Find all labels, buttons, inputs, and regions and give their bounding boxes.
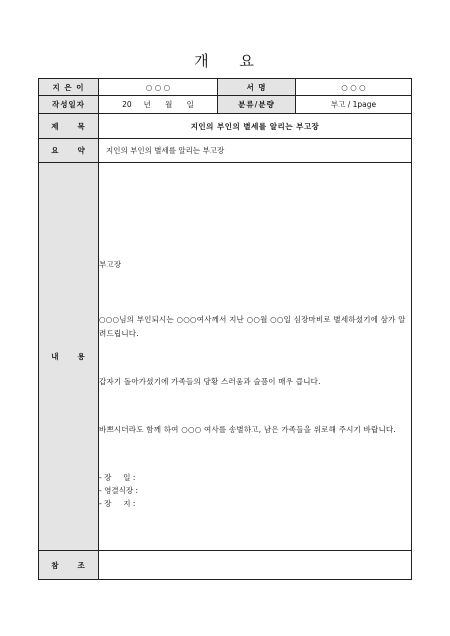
funeral-details [99,471,411,510]
overview-form-table [38,78,412,580]
signature-label: 서 명 [218,79,296,96]
document-title: 개 요 [194,52,256,70]
grief-paragraph: 갑자기 돌아가셨기에 가족들의 당황 스러움과 슬픔이 매우 큽니다. [99,377,321,386]
reference-row [39,551,412,580]
announcement-paragraph: ○○○님의 부인되시는 ○○○여사께서 지난 ○○월 ○○일 심장마비로 별세하셨기에 삼가 알려드립니다. [99,315,406,338]
category-value[interactable]: 부고 / 1page [296,96,412,114]
content-body[interactable] [99,163,412,551]
subject-row [39,114,412,139]
funeral-hall-line: - 영결식장 : [99,486,138,495]
reference-label: 참 조 [39,551,99,580]
burial-site-line: - 장 지 : [99,499,136,508]
obituary-heading: 부고장 [99,260,122,269]
subject-label: 제 목 [39,114,99,139]
reference-value[interactable] [99,551,412,580]
content-label: 내 용 [39,163,99,551]
date-label: 작성일자 [39,96,99,114]
signature-value[interactable]: ○ ○ ○ [296,79,412,96]
subject-value[interactable]: 지인의 부인의 별세를 알리는 부고장 [99,114,412,139]
funeral-date-line: - 장 일 : [99,473,136,482]
summary-row [39,139,412,163]
request-paragraph: 바쁘시더라도 함께 하여 ○○○ 여사를 송별하고, 남은 가족들을 위로해 주시기 바랍니다. [99,425,396,434]
date-value[interactable]: 20 년 월 일 [99,96,218,114]
category-label: 분류/분량 [218,96,296,114]
author-label: 지 은 이 [39,79,99,96]
author-row [39,79,412,96]
date-row [39,96,412,114]
author-value[interactable]: ○ ○ ○ [99,79,218,96]
content-row [39,163,412,551]
summary-value[interactable]: 지인의 부인의 별세를 알리는 부고장 [99,139,412,163]
summary-label: 요 약 [39,139,99,163]
